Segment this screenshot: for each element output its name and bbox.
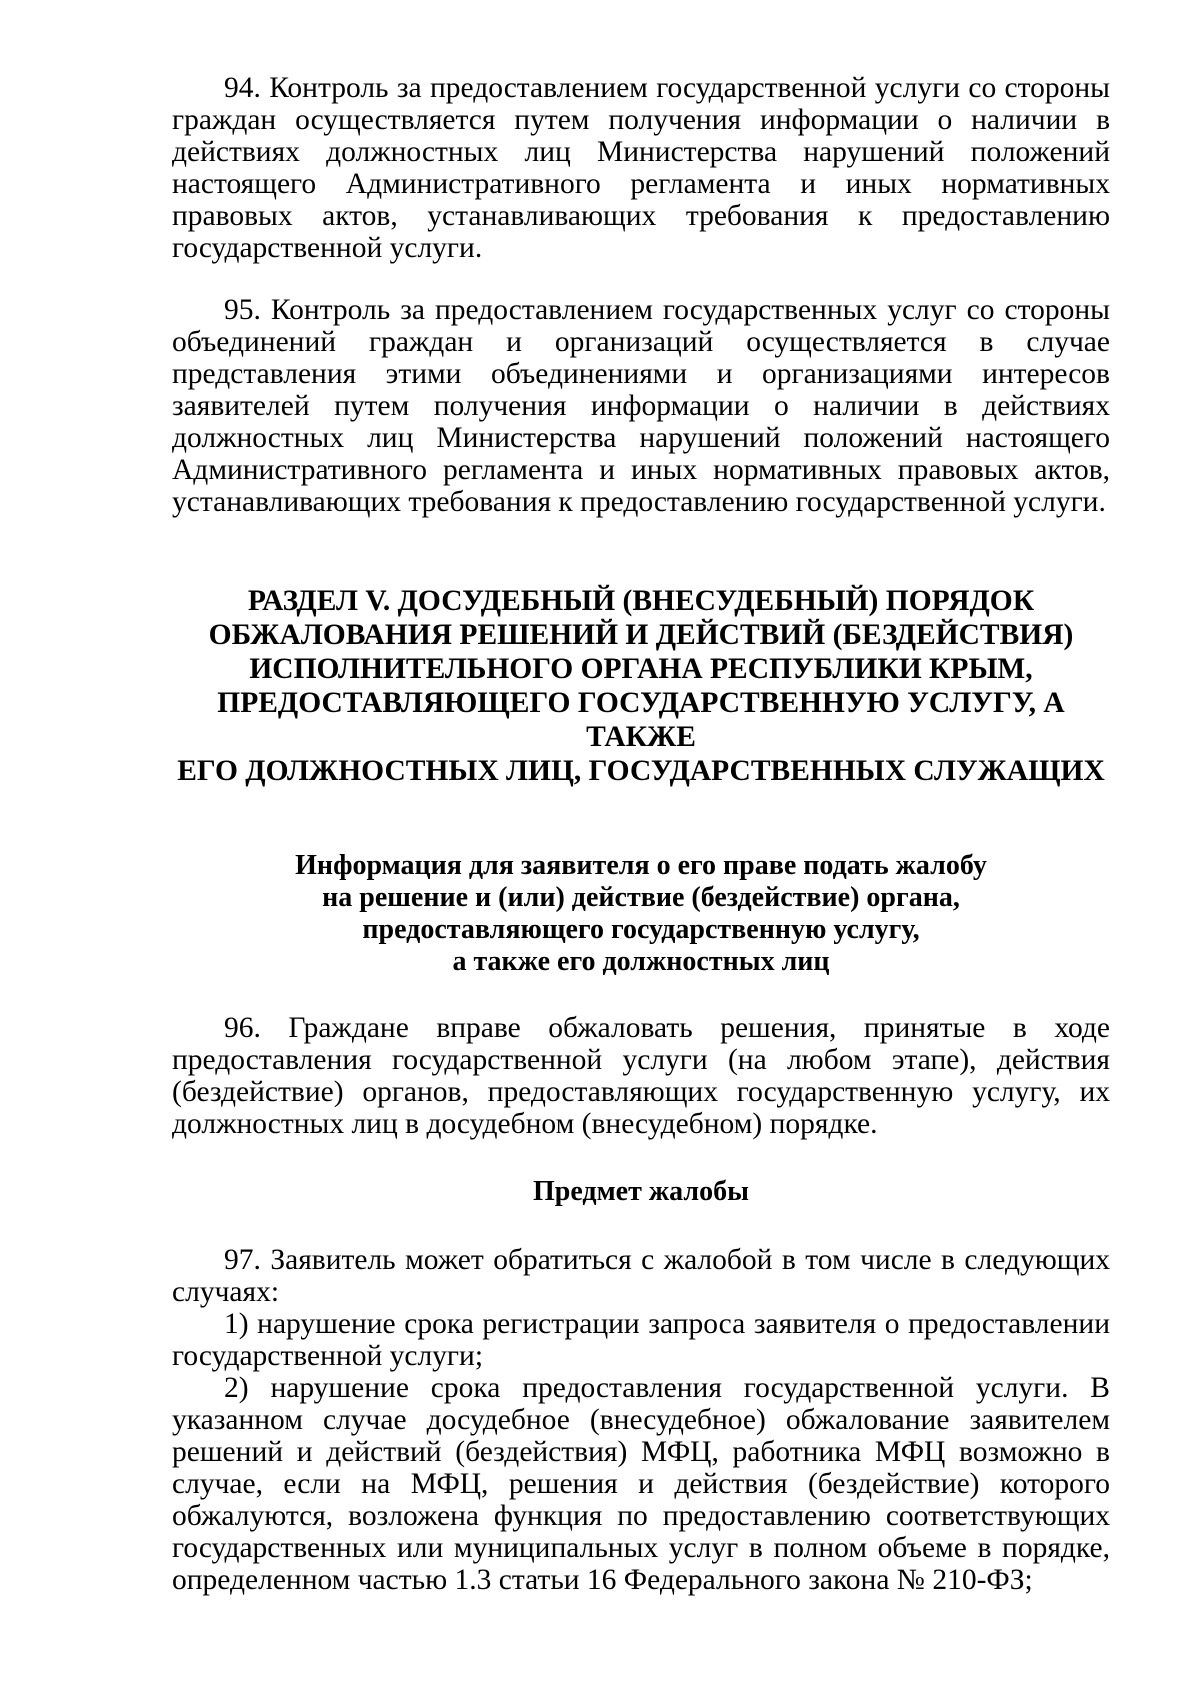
paragraph-94: 94. Контроль за предоставлением государственной услуги со стороны граждан осуществляется путем получения информации о наличии в действиях должностных лиц Министерства нарушений положений настоящего Административного регламента и иных нормативных правовых актов, устанавливающих требования к предоставлению государственной услуги. [172, 72, 1110, 264]
paragraph-96: 96. Граждане вправе обжаловать решения, принятые в ходе предоставления государственной услуги (на любом этапе), действия (бездействие) органов, предоставляющих государственную услугу, их должностных лиц в досудебном (внесудебном) порядке. [172, 1012, 1110, 1140]
paragraph-95: 95. Контроль за предоставлением государственных услуг со стороны объединений граждан и организаций осуществляется в случае представления этими объединениями и организациями интересов заявителей путем получения информации о наличии в действиях должностных лиц Министерства нарушений положений настоящего Административного регламента и иных нормативных правовых актов, устанавливающих требования к предоставлению государственной услуги. [172, 294, 1110, 518]
list-item-2: 2) нарушение срока предоставления государственной услуги. В указанном случае досудебное (внесудебное) обжалование заявителем решений и действий (бездействия) МФЦ, работника МФЦ возможно в случае, если на МФЦ, решения и действия (бездействие) которого обжалуются, возложена функция по предоставлению соответствующих государственных или муниципальных услуг в полном объеме в порядке, определенном частью 1.3 статьи 16 Федерального закона № 210-ФЗ; [172, 1372, 1110, 1596]
spacer [172, 788, 1110, 850]
spacer [172, 264, 1110, 294]
spacer [172, 1140, 1110, 1176]
section-heading-line: ЕГО ДОЛЖНОСТНЫХ ЛИЦ, ГОСУДАРСТВЕННЫХ СЛУЖАЩИХ [177, 755, 1105, 787]
section-heading-line: ИСПОЛНИТЕЛЬНОГО ОРГАНА РЕСПУБЛИКИ КРЫМ, [249, 653, 1033, 685]
section-heading-line: РАЗДЕЛ V. ДОСУДЕБНЫЙ (ВНЕСУДЕБНЫЙ) ПОРЯДОК [247, 585, 1035, 617]
info-heading-line: предоставляющего государственную услугу, [362, 914, 920, 945]
paragraph-97: 97. Заявитель может обратиться с жалобой в том числе в следующих случаях: [172, 1244, 1110, 1308]
spacer [172, 978, 1110, 1012]
section-heading [172, 584, 1110, 788]
info-heading [172, 850, 1110, 978]
section-heading-line: ПРЕДОСТАВЛЯЮЩЕГО ГОСУДАРСТВЕННУЮ УСЛУГУ, А ТАКЖЕ [217, 687, 1065, 753]
info-heading-line: Информация для заявителя о его праве подать жалобу [295, 850, 987, 881]
list-item-1: 1) нарушение срока регистрации запроса заявителя о предоставлении государственной услуги; [172, 1308, 1110, 1372]
subject-heading: Предмет жалобы [533, 1176, 749, 1207]
spacer [172, 518, 1110, 584]
info-heading-line: а также его должностных лиц [452, 946, 830, 977]
spacer [172, 1208, 1110, 1244]
info-heading-line: на решение и (или) действие (бездействие) органа, [322, 882, 960, 913]
document-content [172, 72, 1110, 1596]
section-heading-line: ОБЖАЛОВАНИЯ РЕШЕНИЙ И ДЕЙСТВИЙ (БЕЗДЕЙСТВИЯ) [208, 619, 1074, 651]
